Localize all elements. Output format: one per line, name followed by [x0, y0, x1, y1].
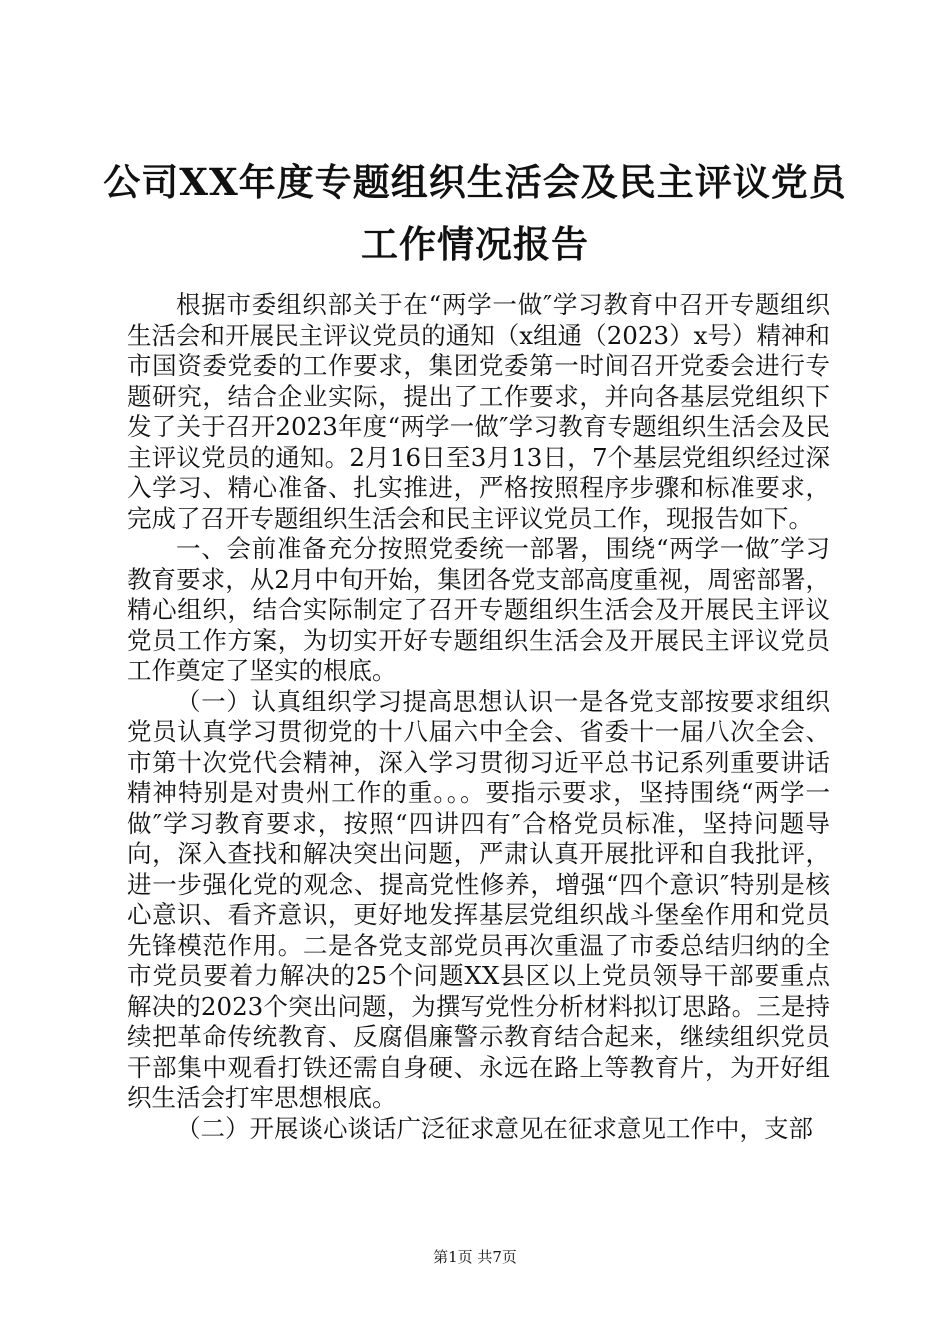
paragraph-intro: 根据市委组织部关于在“两学一做″学习教育中召开专题组织生活会和开展民主评议党员的通知（x组通（2023）x号）精神和市国资委党委的工作要求，集团党委第一时间召开党委会进行专题研究，结合企业实际，提出了工作要求，并向各基层党组织下发了关于召开2023年度“两学一做″学习教育专题组织生活会及民主评议党员的通知。2月16日至3月13日，7个基层党组织经过深入学习、精心准备、扎实推进，严格按照程序步骤和标准要求，完成了召开专题组织生活会和民主评议党员工作，现报告如下。	[127, 290, 830, 533]
document-title-line-1: 公司XX年度专题组织生活会及民主评议党员	[103, 160, 847, 204]
document-body	[127, 290, 830, 1144]
page-footer: 第1页 共7页	[433, 1248, 517, 1266]
paragraph-subsection-2: （二）开展谈心谈话广泛征求意见在征求意见工作中，支部	[176, 1113, 813, 1143]
paragraph-subsection-1: （一）认真组织学习提高思想认识一是各党支部按要求组织党员认真学习贯彻党的十八届六中全会、省委十一届八次全会、市第十次党代会精神，深入学习贯彻习近平总书记系列重要讲话精神特别是对贵州工作的重。。。要指示要求，坚持围绕“两学一做″学习教育要求，按照“四讲四有″合格党员标准，坚持问题导向，深入查找和解决突出问题，严肃认真开展批评和自我批评，进一步强化党的观念、提高党性修养，增强“四个意识″特别是核心意识、看齐意识，更好地发挥基层党组织战斗堡垒作用和党员先锋模范作用。二是各党支部党员再次重温了市委总结归纳的全市党员要着力解决的25个问题XX县区以上党员领导干部要重点解决的2023个突出问题，为撰写党性分析材料拟订思路。三是持续把革命传统教育、反腐倡廉警示教育结合起来，继续组织党员干部集中观看打铁还需自身硬、永远在路上等教育片，为开好组织生活会打牢思想根底。	[127, 686, 830, 1112]
paragraph-section-1: 一、会前准备充分按照党委统一部署，围绕“两学一做″学习教育要求，从2月中旬开始，集团各党支部高度重视，周密部署，精心组织，结合实际制定了召开专题组织生活会及开展民主评议党员工作方案，为切实开好专题组织生活会及开展民主评议党员工作奠定了坚实的根底。	[127, 534, 830, 685]
document-title-line-2: 工作情况报告	[361, 222, 589, 266]
